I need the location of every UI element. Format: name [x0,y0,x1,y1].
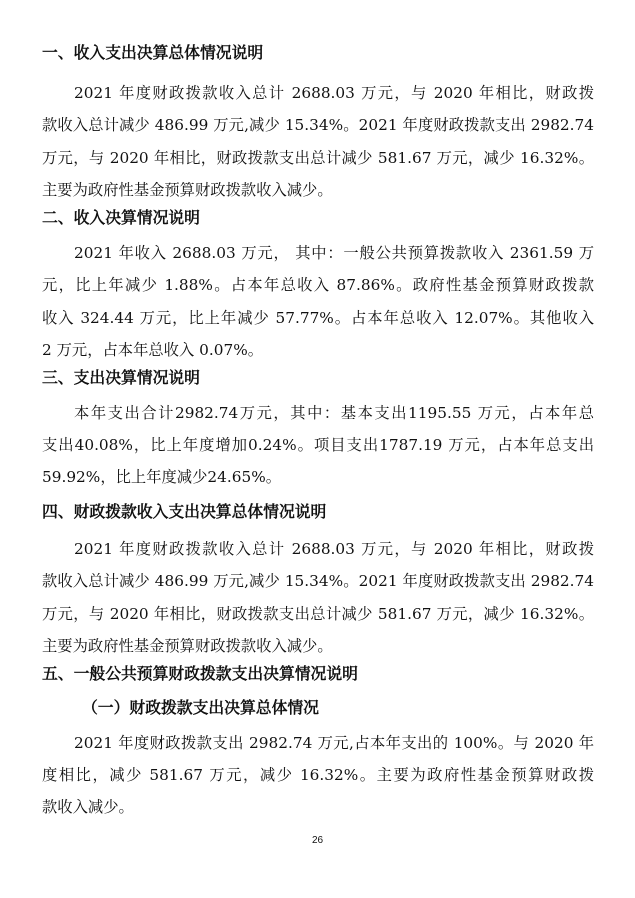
section-2-heading: 二、收入决算情况说明 [42,208,200,227]
section-1-line-4: 主要为政府性基金预算财政拨款收入减少。 [42,181,333,199]
section-1-line-2: 款收入总计减少 486.99 万元,减少 15.34%。2021 年度财政拨款支出 2982.74 [42,116,594,134]
section-2-line-2: 元，比上年减少 1.88%。占本年总收入 87.86%。政府性基金预算财政拨款 [42,276,594,294]
section-5-line-3: 款收入减少。 [42,798,134,816]
section-5-line-1: 2021 年度财政拨款支出 2982.74 万元,占本年支出的 100%。与 2020 年 [74,734,594,752]
section-4-line-4: 主要为政府性基金预算财政拨款收入减少。 [42,637,333,655]
section-1-line-1: 2021 年度财政拨款收入总计 2688.03 万元，与 2020 年相比，财政拨 [74,84,594,102]
section-4-line-3: 万元，与 2020 年相比，财政拨款支出总计减少 581.67 万元，减少 16.32%。 [42,605,594,623]
section-4-heading: 四、财政拨款收入支出决算总体情况说明 [42,502,327,521]
section-3-heading: 三、支出决算情况说明 [42,368,200,387]
section-5-line-2: 度相比，减少 581.67 万元，减少 16.32%。主要为政府性基金预算财政拨 [42,766,594,784]
section-5-subheading: （一）财政拨款支出决算总体情况 [82,698,319,717]
section-5-heading: 五、一般公共预算财政拨款支出决算情况说明 [42,664,358,683]
section-3-line-2: 支出40.08%，比上年度增加0.24%。项目支出1787.19 万元，占本年总支出 [42,436,594,454]
section-4-line-2: 款收入总计减少 486.99 万元,减少 15.34%。2021 年度财政拨款支出 2982.74 [42,572,594,590]
section-2-line-4: 2 万元，占本年总收入 0.07%。 [42,341,264,359]
section-3-line-1: 本年支出合计2982.74万元，其中：基本支出1195.55 万元，占本年总 [74,404,594,422]
section-1-heading: 一、收入支出决算总体情况说明 [42,43,264,62]
section-2-line-1: 2021 年收入 2688.03 万元， 其中：一般公共预算拨款收入 2361.59 万 [74,244,594,262]
section-2-line-3: 收入 324.44 万元，比上年减少 57.77%。占本年总收入 12.07%。其他收入 [42,309,594,327]
section-1-line-3: 万元，与 2020 年相比，财政拨款支出总计减少 581.67 万元，减少 16.32%。 [42,149,594,167]
section-4-line-1: 2021 年度财政拨款收入总计 2688.03 万元，与 2020 年相比，财政拨 [74,540,594,558]
page-number: 26 [311,835,324,846]
section-3-line-3: 59.92%，比上年度减少24.65%。 [42,468,282,486]
